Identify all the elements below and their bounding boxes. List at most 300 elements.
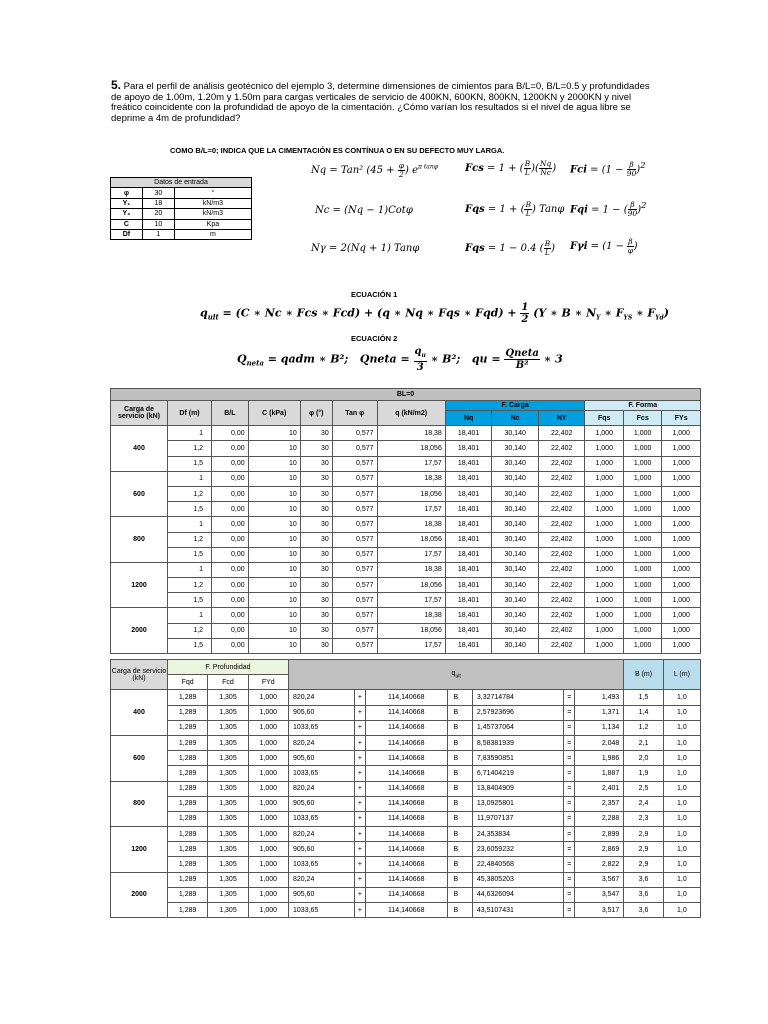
table-cell: 30,140 [492, 532, 539, 547]
problem-number: 5. [111, 78, 122, 92]
table-cell: 30 [300, 638, 332, 653]
table-cell: 1,000 [585, 547, 623, 562]
table-cell: 18,401 [445, 532, 492, 547]
table-cell: 1,000 [662, 547, 701, 562]
table-cell: 10 [248, 578, 300, 593]
table-row [111, 502, 701, 517]
table-cell: 0,00 [212, 547, 249, 562]
table-cell: 0,577 [332, 623, 377, 638]
table-cell: 1,289 [168, 887, 208, 902]
table-cell: 30 [300, 486, 332, 501]
table-cell: 7,83590851 [472, 751, 563, 766]
table-cell: 18,401 [445, 578, 492, 593]
table-cell: 10 [248, 486, 300, 501]
table-cell: 22,402 [538, 562, 585, 577]
table-row [111, 517, 701, 532]
table-row [111, 857, 701, 872]
table-cell: 1,371 [575, 705, 624, 720]
table-cell: 1,289 [168, 720, 208, 735]
table-row [111, 872, 701, 887]
table-cell: 1,000 [623, 441, 661, 456]
table-cell: 1,000 [248, 811, 288, 826]
equation-2: $Q_{neta}$ = qadm ∗ B²; Qneta = $\frac{q_u}{3}$ ∗ B²; qu = $\frac{\text{Qneta}}{\text{B²}}$ ∗ 3 [237, 346, 563, 373]
table-cell: 1,5 [168, 593, 212, 608]
table-cell: 10 [248, 426, 300, 441]
table-cell: 0,00 [212, 517, 249, 532]
table-cell: 1,5 [624, 690, 663, 705]
table-cell: 1,000 [585, 578, 623, 593]
table-cell: 22,402 [538, 593, 585, 608]
equation-1: $q_{ult} = (C$ ∗ Nc ∗ Fcs ∗ Fcd) + (q ∗ Nq ∗ Fqs ∗ Fqd) + $\frac{1}{2}$ (Υ ∗ B ∗ $N_\Upsilon$ ∗ $F_{\Upsilon S}$ ∗ $F_{\Upsilon d}$) [200, 302, 669, 325]
table-cell: 1,5 [168, 456, 212, 471]
table-cell: 18,056 [377, 578, 445, 593]
table-cell: 30 [300, 517, 332, 532]
t1-header-df: Df (m) [168, 401, 212, 426]
table-cell: 1,000 [623, 502, 661, 517]
table-cell: 22,402 [538, 517, 585, 532]
table-cell: 2,9 [624, 827, 663, 842]
formula-nq: Nq = Tan² (45 + $\frac{\varphi}{2}$ ) $e^{\pi tan\varphi}$ [311, 161, 438, 179]
table-cell: 1,289 [168, 796, 208, 811]
table-cell: 1,0 [663, 903, 700, 918]
table-cell: 30,140 [492, 426, 539, 441]
table-cell: 1,305 [208, 796, 248, 811]
table-cell: 1,000 [585, 471, 623, 486]
input-data-title: Datos de entrada [111, 178, 252, 188]
table-cell: 0,577 [332, 456, 377, 471]
table-cell: 1,000 [623, 471, 661, 486]
table-row [111, 720, 701, 735]
table-cell: 1,000 [248, 872, 288, 887]
table-row [111, 426, 701, 441]
input-row [111, 198, 252, 208]
formula-nc: Nc = (Nq − 1)Cotφ [315, 205, 413, 216]
table-cell: = [564, 796, 575, 811]
table-cell: 1,000 [585, 441, 623, 456]
table-cell: 18,401 [445, 517, 492, 532]
table-cell: 1,305 [208, 720, 248, 735]
table-cell: 10 [248, 638, 300, 653]
table-cell: 0,577 [332, 502, 377, 517]
input-cell: Υ₁ [111, 198, 143, 208]
table-cell: 1,000 [585, 502, 623, 517]
table-cell: 820,24 [288, 735, 354, 750]
problem-statement [111, 80, 651, 124]
table-cell: 18,401 [445, 426, 492, 441]
table-cell: 2,869 [575, 842, 624, 857]
t1-header-fforma: F. Forma [585, 401, 701, 411]
table-cell: B [447, 720, 472, 735]
t2-sub-fcd: Fcd [208, 675, 248, 690]
table-cell: + [354, 735, 365, 750]
table-cell: 1033,65 [288, 811, 354, 826]
table-cell: + [354, 720, 365, 735]
table-cell: + [354, 796, 365, 811]
table-cell: 1,289 [168, 842, 208, 857]
table-cell: B [447, 690, 472, 705]
table-cell: 1,305 [208, 735, 248, 750]
t1-header-load: Carga de servicio (kN) [111, 401, 168, 426]
table-cell: 905,60 [288, 842, 354, 857]
table-cell: 905,60 [288, 796, 354, 811]
table-cell: 114,140668 [365, 903, 447, 918]
table-cell: = [564, 872, 575, 887]
t1-header-c: C (kPa) [248, 401, 300, 426]
table-cell: 2,899 [575, 827, 624, 842]
table-row [111, 887, 701, 902]
table-cell: 3,32714784 [472, 690, 563, 705]
table-cell: B [447, 751, 472, 766]
table-cell: 1,305 [208, 766, 248, 781]
table-cell: 17,57 [377, 547, 445, 562]
table-cell: 30 [300, 562, 332, 577]
table-cell: 1,000 [585, 426, 623, 441]
table-cell: 114,140668 [365, 842, 447, 857]
table-cell: 1,000 [623, 578, 661, 593]
table-cell: 2,4 [624, 796, 663, 811]
table-cell: 1,9 [624, 766, 663, 781]
table-cell: 22,402 [538, 547, 585, 562]
table-row [111, 690, 701, 705]
table-cell: 114,140668 [365, 781, 447, 796]
table-cell: 1,134 [575, 720, 624, 735]
table-cell: 1,2 [624, 720, 663, 735]
table-cell: 18,401 [445, 638, 492, 653]
table-cell: 22,402 [538, 638, 585, 653]
table-cell: 0,577 [332, 426, 377, 441]
table-cell: 1,289 [168, 705, 208, 720]
table-cell: 0,00 [212, 426, 249, 441]
table-cell: 30,140 [492, 486, 539, 501]
table-cell: B [447, 827, 472, 842]
t1-header-bl: B/L [212, 401, 249, 426]
table-cell: 0,577 [332, 486, 377, 501]
table-cell: 1,000 [248, 827, 288, 842]
table-cell: 0,00 [212, 471, 249, 486]
table-cell: 30 [300, 471, 332, 486]
table-cell: 0,00 [212, 593, 249, 608]
table-cell: 1,0 [663, 751, 700, 766]
table-cell: 1,0 [663, 887, 700, 902]
table-cell: 1,000 [662, 638, 701, 653]
table-cell: 30 [300, 578, 332, 593]
table-cell: + [354, 766, 365, 781]
table-cell: 3,547 [575, 887, 624, 902]
table-cell: 30,140 [492, 502, 539, 517]
table-cell: 18,401 [445, 593, 492, 608]
table-cell: 18,056 [377, 623, 445, 638]
t1-sub-fqs: Fqs [585, 411, 623, 426]
table-cell: 0,00 [212, 502, 249, 517]
table-cell: 6,71404219 [472, 766, 563, 781]
load-cell: 800 [111, 781, 168, 827]
table-cell: 1,493 [575, 690, 624, 705]
input-cell: C [111, 219, 143, 229]
table-cell: 1,887 [575, 766, 624, 781]
load-cell: 1200 [111, 562, 168, 608]
table-cell: 1,000 [248, 796, 288, 811]
table-cell: 18,401 [445, 456, 492, 471]
table-cell: 45,3805203 [472, 872, 563, 887]
table-cell: B [447, 842, 472, 857]
table-row [111, 547, 701, 562]
table-cell: B [447, 796, 472, 811]
table-cell: 18,38 [377, 426, 445, 441]
table-cell: 1,2 [168, 441, 212, 456]
table-cell: 114,140668 [365, 705, 447, 720]
input-cell: ° [174, 188, 251, 198]
table-cell: 0,577 [332, 532, 377, 547]
table-cell: = [564, 751, 575, 766]
table-cell: B [447, 811, 472, 826]
table-cell: 18,401 [445, 471, 492, 486]
table-cell: 18,401 [445, 562, 492, 577]
table-cell: 18,38 [377, 517, 445, 532]
table-cell: B [447, 903, 472, 918]
table-cell: 0,00 [212, 562, 249, 577]
table-cell: 1,000 [623, 562, 661, 577]
table-cell: 1 [168, 426, 212, 441]
t2-sub-fyd: FYd [248, 675, 288, 690]
table-cell: 1,000 [248, 766, 288, 781]
table-cell: 1,000 [623, 532, 661, 547]
table-cell: 1,0 [663, 690, 700, 705]
table-cell: 1,305 [208, 857, 248, 872]
table-cell: 0,577 [332, 547, 377, 562]
table-cell: 114,140668 [365, 887, 447, 902]
table-cell: 22,402 [538, 608, 585, 623]
table-cell: 1,000 [662, 502, 701, 517]
table-cell: 30 [300, 608, 332, 623]
table-cell: 2,9 [624, 857, 663, 872]
table-cell: 43,5107431 [472, 903, 563, 918]
table-cell: 0,00 [212, 638, 249, 653]
table-cell: 114,140668 [365, 735, 447, 750]
table-cell: 1,4 [624, 705, 663, 720]
table-cell: B [447, 766, 472, 781]
table-cell: 30 [300, 623, 332, 638]
table-cell: 30,140 [492, 456, 539, 471]
formula-fgs: Fqs = 1 − 0.4 ( $\frac{B}{L}$ ) [465, 239, 555, 257]
table-cell: = [564, 735, 575, 750]
table-cell: 0,577 [332, 593, 377, 608]
table-cell: 1,000 [623, 593, 661, 608]
table-cell: 18,056 [377, 532, 445, 547]
table-cell: + [354, 887, 365, 902]
table-cell: 30,140 [492, 608, 539, 623]
table-cell: 10 [248, 441, 300, 456]
table-cell: 1,305 [208, 690, 248, 705]
table-cell: 3,6 [624, 872, 663, 887]
table-cell: = [564, 781, 575, 796]
continuous-footing-note: COMO B/L=0; INDICA QUE LA CIMENTACIÓN ES CONTÍNUA O EN SU DEFECTO MUY LARGA. [170, 146, 505, 155]
table-cell: 13,8404909 [472, 781, 563, 796]
table-cell: 1,0 [663, 796, 700, 811]
table-cell: 18,38 [377, 608, 445, 623]
table-cell: = [564, 842, 575, 857]
table-cell: 0,00 [212, 578, 249, 593]
table-cell: 0,577 [332, 517, 377, 532]
table-cell: 30,140 [492, 471, 539, 486]
table-cell: 2,57923696 [472, 705, 563, 720]
table-cell: 22,402 [538, 486, 585, 501]
table-cell: 2,3 [624, 811, 663, 826]
input-cell: 1 [142, 229, 174, 239]
table-cell: 1,5 [168, 502, 212, 517]
table-cell: 22,402 [538, 502, 585, 517]
table-cell: 1,0 [663, 766, 700, 781]
table-cell: 10 [248, 623, 300, 638]
table-cell: = [564, 720, 575, 735]
table-cell: 1 [168, 562, 212, 577]
t2-header-q: q [451, 669, 456, 677]
table-cell: 1,2 [168, 532, 212, 547]
table-cell: 22,402 [538, 426, 585, 441]
table-cell: 1033,65 [288, 903, 354, 918]
table-cell: 1,000 [623, 426, 661, 441]
table-cell: 1,000 [248, 751, 288, 766]
t1-header-phi: φ (°) [300, 401, 332, 426]
table-cell: 114,140668 [365, 872, 447, 887]
table-row [111, 796, 701, 811]
table-cell: 24,353834 [472, 827, 563, 842]
table-cell: 30,140 [492, 562, 539, 577]
table-cell: 0,577 [332, 608, 377, 623]
table-cell: 0,00 [212, 486, 249, 501]
table-cell: 1,289 [168, 781, 208, 796]
table-cell: 114,140668 [365, 857, 447, 872]
table-cell: + [354, 811, 365, 826]
table-cell: 30,140 [492, 547, 539, 562]
load-cell: 400 [111, 690, 168, 736]
table-cell: + [354, 872, 365, 887]
table-cell: 1,289 [168, 872, 208, 887]
table-cell: 1,000 [248, 705, 288, 720]
table-cell: 1,000 [662, 471, 701, 486]
table-cell: 1,000 [662, 593, 701, 608]
load-cell: 600 [111, 735, 168, 781]
table-cell: = [564, 857, 575, 872]
table1-title: BL=0 [111, 389, 701, 401]
table-cell: 3,567 [575, 872, 624, 887]
table-cell: 114,140668 [365, 766, 447, 781]
table-cell: = [564, 705, 575, 720]
table-cell: 18,401 [445, 547, 492, 562]
table-cell: 2,822 [575, 857, 624, 872]
t1-sub-ny: NY [538, 411, 585, 426]
table-cell: 1,000 [248, 781, 288, 796]
table-cell: 1,986 [575, 751, 624, 766]
table-cell: 1,289 [168, 735, 208, 750]
table-cell: 905,60 [288, 751, 354, 766]
table-cell: 10 [248, 517, 300, 532]
input-cell: 18 [142, 198, 174, 208]
table-cell: 10 [248, 593, 300, 608]
table-cell: 1,45737064 [472, 720, 563, 735]
table-cell: 114,140668 [365, 690, 447, 705]
table-cell: 1,000 [623, 623, 661, 638]
table-cell: 1,0 [663, 872, 700, 887]
t1-sub-nc: Nc [492, 411, 539, 426]
input-row [111, 188, 252, 198]
table-cell: 1033,65 [288, 720, 354, 735]
table-cell: 17,57 [377, 456, 445, 471]
table-cell: 905,60 [288, 887, 354, 902]
table-cell: 1,5 [168, 547, 212, 562]
table-cell: 18,401 [445, 623, 492, 638]
table-cell: 820,24 [288, 690, 354, 705]
table-cell: 114,140668 [365, 811, 447, 826]
table-cell: = [564, 811, 575, 826]
table-cell: 2,0 [624, 751, 663, 766]
table-cell: 10 [248, 547, 300, 562]
input-cell: kN/m3 [174, 209, 251, 219]
formula-ngamma: Nγ = 2(Nq + 1) Tanφ [311, 243, 420, 254]
load-cell: 600 [111, 471, 168, 517]
table-row [111, 751, 701, 766]
t1-header-fcarga: F. Carga [445, 401, 585, 411]
table-cell: 3,6 [624, 903, 663, 918]
table-cell: 22,402 [538, 456, 585, 471]
table-cell: 0,577 [332, 441, 377, 456]
table-cell: 1,305 [208, 842, 248, 857]
table-cell: + [354, 842, 365, 857]
table-cell: 1,305 [208, 827, 248, 842]
table-cell: 0,577 [332, 578, 377, 593]
table-cell: 30 [300, 547, 332, 562]
table-cell: 30,140 [492, 517, 539, 532]
formula-fqi: Fqi = 1 − ( $\frac{\beta}{90}$ )$^2$ [570, 200, 647, 219]
table-cell: 2,401 [575, 781, 624, 796]
table-row [111, 827, 701, 842]
table-cell: 1,000 [585, 608, 623, 623]
qult-dimensions-table [110, 659, 701, 918]
table-row [111, 638, 701, 653]
table-cell: 1,000 [585, 456, 623, 471]
table-cell: + [354, 690, 365, 705]
table-cell: 1,000 [623, 638, 661, 653]
table-cell: 1,289 [168, 811, 208, 826]
table-cell: 30 [300, 426, 332, 441]
table-cell: 0,00 [212, 623, 249, 638]
table-row [111, 486, 701, 501]
table-cell: 0,00 [212, 441, 249, 456]
input-cell: φ [111, 188, 143, 198]
t1-header-q: q (kN/m2) [377, 401, 445, 426]
table-cell: 3,6 [624, 887, 663, 902]
table-cell: 30,140 [492, 578, 539, 593]
equation-1-label: ECUACIÓN 1 [351, 290, 398, 299]
table-row [111, 456, 701, 471]
table-row [111, 441, 701, 456]
input-row [111, 229, 252, 239]
table-row [111, 623, 701, 638]
table-cell: 22,4840568 [472, 857, 563, 872]
t2-header-b: B (m) [624, 660, 663, 690]
table-cell: 30 [300, 456, 332, 471]
table-cell: 1,289 [168, 857, 208, 872]
input-cell: Kpa [174, 219, 251, 229]
table-cell: = [564, 903, 575, 918]
table-cell: 23,6059232 [472, 842, 563, 857]
table-cell: 0,577 [332, 638, 377, 653]
table-row [111, 903, 701, 918]
table-cell: 2,048 [575, 735, 624, 750]
table-cell: = [564, 887, 575, 902]
table-cell: 1,289 [168, 690, 208, 705]
load-cell: 800 [111, 517, 168, 563]
table-cell: 114,140668 [365, 751, 447, 766]
